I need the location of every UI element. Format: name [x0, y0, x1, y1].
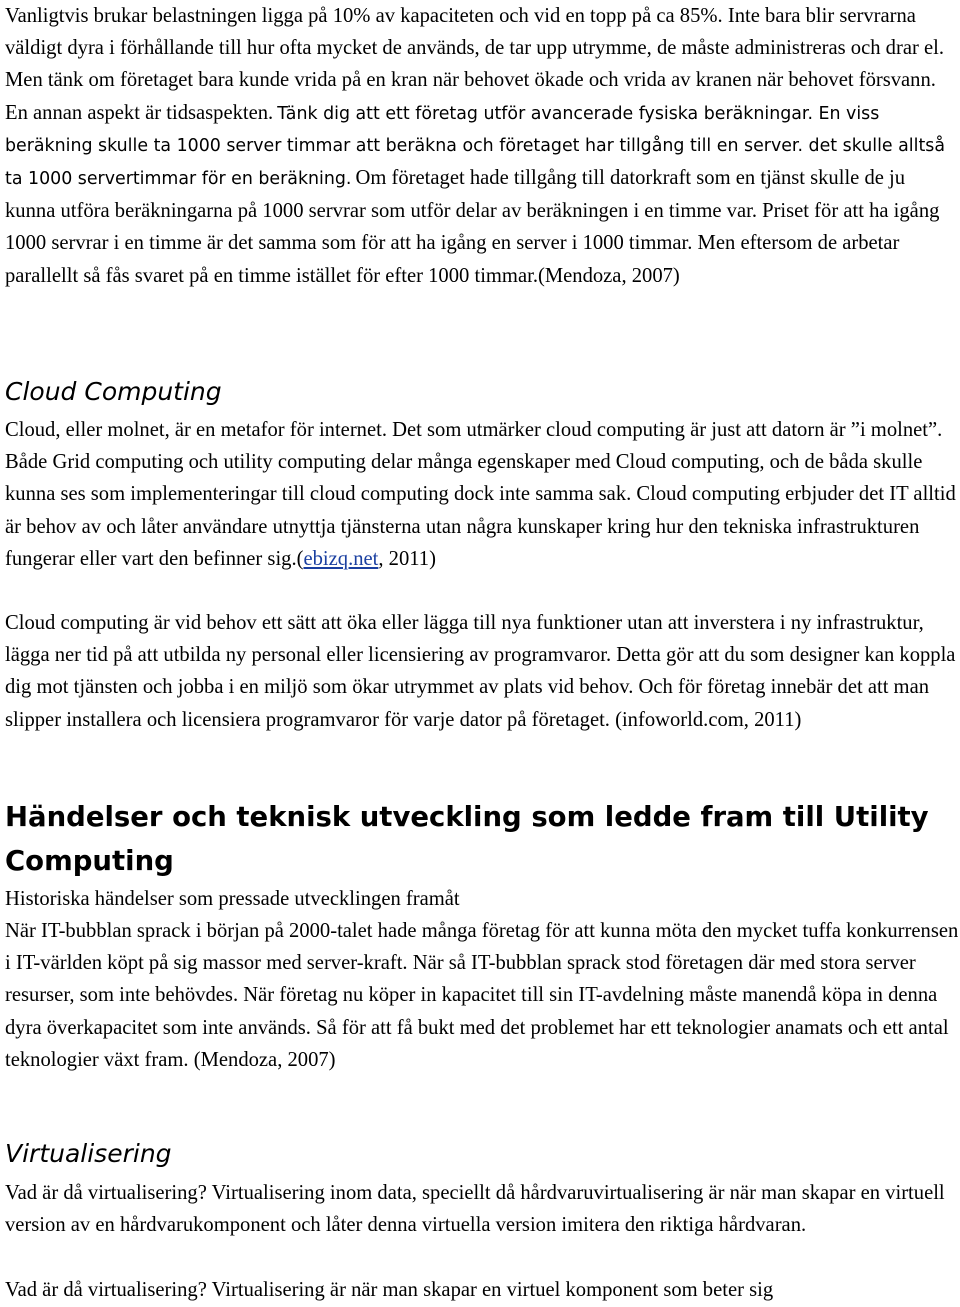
intro-text-2: Tänk dig att ett företag utför avancerade fysiska beräkningar. En viss beräkning skulle ta 1000 server timmar att beräkna och företaget har tillgång till en server. det skulle alltså ta 1000 servertimmar för en beräkning. [5, 103, 945, 190]
virt-paragraph-1: Vad är då virtualisering? Virtualisering inom data, speciellt då hårdvaruvirtualisering är när man skapar en virtuell version av en hårdvarukomponent och låter denna virtuella version imitera den riktiga hårdvaran. [5, 1182, 945, 1237]
heading-history: Händelser och teknisk utveckling som ledde fram till Utility Computing [5, 801, 929, 877]
heading-virtualisering: Virtualisering [5, 1139, 172, 1168]
heading-cloud-computing: Cloud Computing [5, 377, 222, 406]
cloud-p1-citation-end: , 2011) [378, 547, 436, 570]
intro-text-3: Om företaget hade tillgång till datorkraft som en tjänst skulle de ju kunna utföra beräkningarna på 1000 servrar som utför delar av beräkningen i en timme var. Priset för att ha igång 1000 servrar i en timme är det samma som för att ha igång en server i 1000 timmar. Men eftersom de arbetar parallellt så fås svaret på en timme istället för efter 1000 timmar.(Mendoza, 2007) [5, 167, 940, 287]
intro-paragraph [5, 0, 960, 292]
cloud-p1-text: Cloud, eller molnet, är en metafor för internet. Det som utmärker cloud computing är just att datorn är ”i molnet”. Både Grid computing och utility computing delar många egenskaper med Cloud computing, och de båda skulle kunna ses som implementeringar till cloud computing dock inte samma sak. Cloud computing erbjuder det IT alltid är behov av och låter användare utnyttja tjänsterna utan några kunskaper kring hur den tekniska infrastrukturen fungerar eller vart den befinner sig.( [5, 419, 956, 570]
cloud-paragraph-1 [5, 414, 960, 575]
ebizq-link[interactable]: ebizq.net [303, 547, 379, 570]
history-paragraph: När IT-bubblan sprack i början på 2000-talet hade många företag för att kunna möta den mycket tuffa konkurrensen i IT-världen köpt på sig massor med server-kraft. När så IT-bubblan sprack stod företagen där med stora server resurser, som inte behövdes. När företag nu köper in kapacitet till sin IT-avdelning måste manendå köpa in denna dyra överkapacitet som inte används. Så för att få bukt med det problemet har ett teknologier anamats och ett antal teknologier växt fram. (Mendoza, 2007) [5, 920, 959, 1071]
history-subtitle: Historiska händelser som pressade utvecklingen framåt [5, 888, 460, 910]
cloud-paragraph-2: Cloud computing är vid behov ett sätt att öka eller lägga till nya funktioner utan att inverstera i ny infrastruktur, lägga ner tid på att utbilda ny personal eller licensiering av programvaror. Detta gör att du som designer kan koppla dig mot tjänsten och jobba i en miljö som ökar utrymmet av plats vid behov. Och för företag innebär det att man slipper installera och licensiera programvaror för varje dator på företaget. (infoworld.com, 2011) [5, 612, 956, 731]
virt-paragraph-2: Vad är då virtualisering? Virtualisering är när man skapar en virtuel komponent som beter sig [5, 1279, 774, 1301]
intro-text-1: Vanligtvis brukar belastningen ligga på 10% av kapaciteten och vid en topp på ca 85%. Inte bara blir servrarna väldigt dyra i förhållande till hur ofta mycket de används, de tar upp utrymme, de måste administreras och drar el. Men tänk om företaget bara kunde vrida på en kran när behovet ökade och vrida av kranen när behovet försvann. En annan aspekt är tidsaspekten. [5, 5, 944, 124]
